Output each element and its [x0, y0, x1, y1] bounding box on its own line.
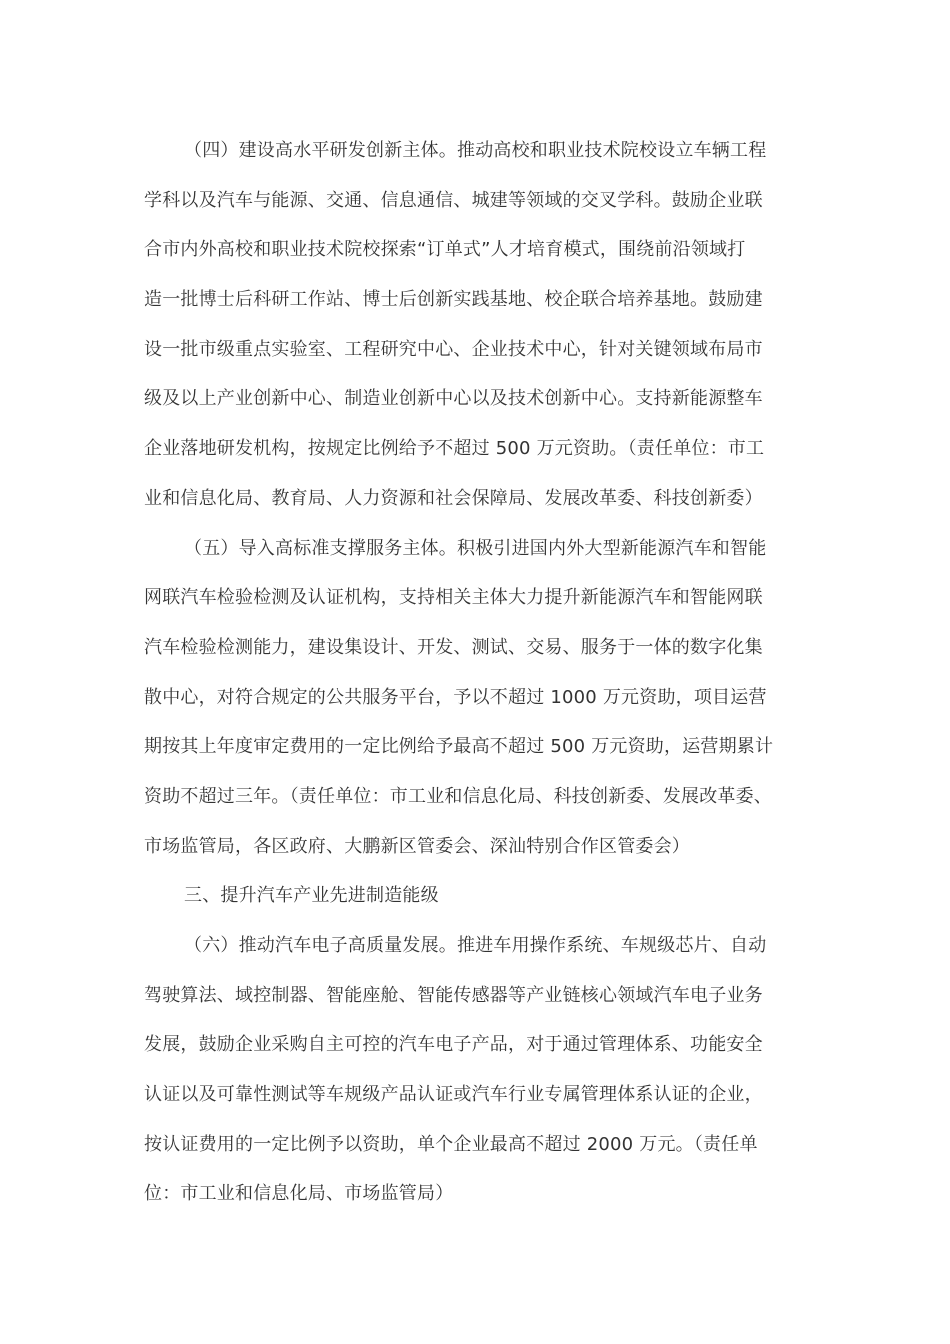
- paragraph-4-line-4: 造一批博士后科研工作站、博士后创新实践基地、校企联合培养基地。鼓励建: [144, 289, 763, 311]
- paragraph-5-line-5: 期按其上年度审定费用的一定比例给予最高不超过 500 万元资助，运营期累计: [144, 736, 774, 758]
- paragraph-4-line-7: 企业落地研发机构，按规定比例给予不超过 500 万元资助。（责任单位：市工: [144, 438, 765, 460]
- paragraph-5-line-3: 汽车检验检测能力，建设集设计、开发、测试、交易、服务于一体的数字化集: [144, 636, 763, 658]
- paragraph-4-line-3: 合市内外高校和职业技术院校探索“订单式”人才培育模式，围绕前沿领域打: [144, 239, 746, 261]
- paragraph-4-line-6: 级及以上产业创新中心、制造业创新中心以及技术创新中心。支持新能源整车: [144, 388, 763, 410]
- paragraph-5-line-7: 市场监管局，各区政府、大鹏新区管委会、深汕特别合作区管委会）: [144, 835, 690, 857]
- section-3-heading: 三、提升汽车产业先进制造能级: [184, 885, 439, 907]
- paragraph-6-line-2: 驾驶算法、域控制器、智能座舱、智能传感器等产业链核心领域汽车电子业务: [144, 984, 763, 1006]
- document-body: [144, 126, 810, 1219]
- paragraph-4-line-1: （四）建设高水平研发创新主体。推动高校和职业技术院校设立车辆工程: [184, 140, 767, 161]
- paragraph-4-line-5: 设一批市级重点实验室、工程研究中心、企业技术中心，针对关键领域布局市: [144, 338, 763, 360]
- paragraph-5-line-2: 网联汽车检验检测及认证机构，支持相关主体大力提升新能源汽车和智能网联: [144, 587, 763, 609]
- paragraph-5-line-4: 散中心，对符合规定的公共服务平台，予以不超过 1000 万元资助，项目运营: [144, 686, 767, 708]
- paragraph-4-line-8: 业和信息化局、教育局、人力资源和社会保障局、发展改革委、科技创新委）: [144, 487, 763, 509]
- paragraph-6-line-4: 认证以及可靠性测试等车规级产品认证或汽车行业专属管理体系认证的企业，: [144, 1084, 763, 1106]
- paragraph-5-line-6: 资助不超过三年。（责任单位：市工业和信息化局、科技创新委、发展改革委、: [144, 785, 772, 807]
- paragraph-6-line-1: （六）推动汽车电子高质量发展。推进车用操作系统、车规级芯片、自动: [184, 935, 767, 956]
- paragraph-6-line-6: 位：市工业和信息化局、市场监管局）: [144, 1183, 454, 1205]
- paragraph-5-line-1: （五）导入高标准支撑服务主体。积极引进国内外大型新能源汽车和智能: [184, 537, 767, 559]
- paragraph-6-line-5: 按认证费用的一定比例予以资助，单个企业最高不超过 2000 万元。（责任单: [144, 1133, 758, 1155]
- paragraph-4-line-2: 学科以及汽车与能源、交通、信息通信、城建等领域的交叉学科。鼓励企业联: [144, 189, 763, 211]
- paragraph-6-line-3: 发展，鼓励企业采购自主可控的汽车电子产品，对于通过管理体系、功能安全: [144, 1034, 763, 1056]
